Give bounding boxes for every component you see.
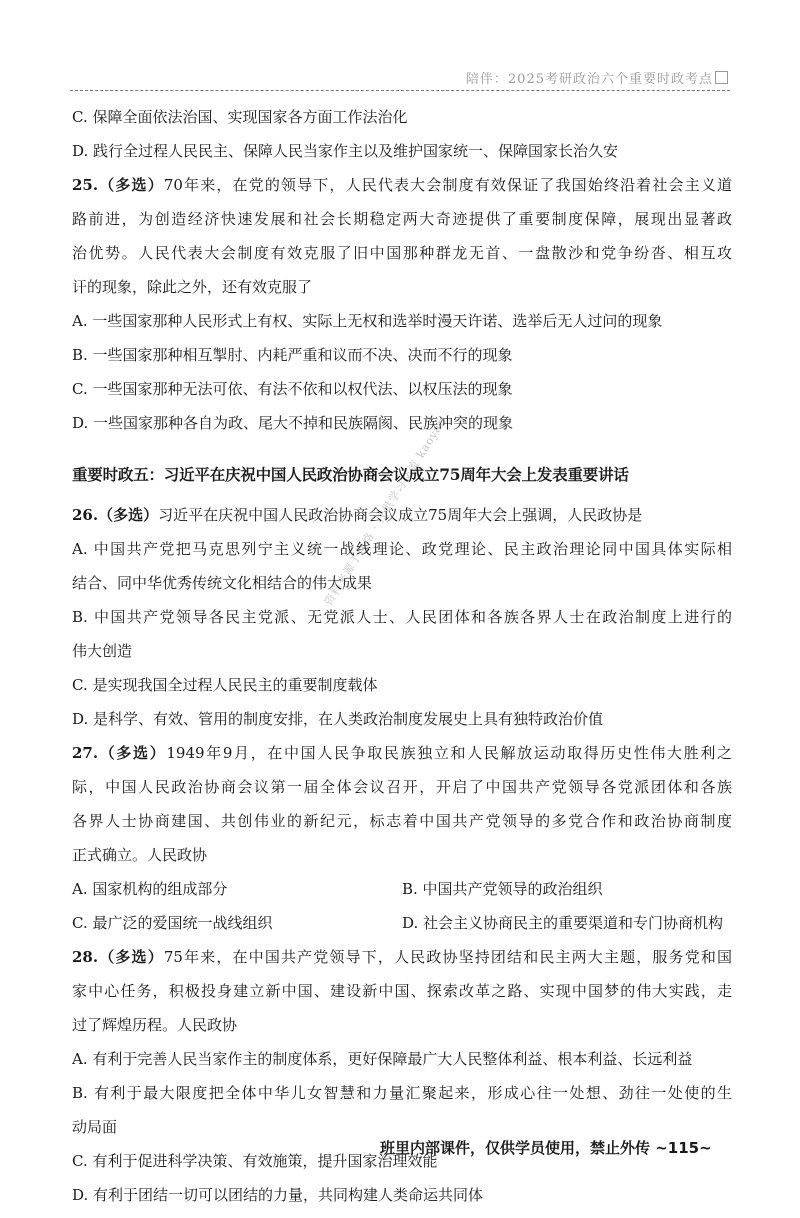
q27-options-row bbox=[72, 906, 732, 940]
q25-option-a: A. 一些国家那种人民形式上有权、实际上无权和选举时漫天许诺、选举后无人过问的现象 bbox=[72, 312, 663, 330]
page-header bbox=[70, 68, 730, 91]
q26-option-a: A. 中国共产党把马克思列宁主义统一战线理论、政党理论、民主政治理论同中国具体实际相 bbox=[72, 540, 732, 558]
watermark: 资料来源于网络 · 仅供学习交流 kaoyan bbox=[321, 414, 450, 608]
q24-option-d: D. 践行全过程人民民主、保障人民当家作主以及维护国家统一、保障国家长治久安 bbox=[72, 142, 619, 160]
q25-stem-line: 治优势。人民代表大会制度有效克服了旧中国那种群龙无首、一盘散沙和党争纷沓、相互攻 bbox=[72, 244, 732, 262]
q26-option-c: C. 是实现我国全过程人民民主的重要制度载体 bbox=[72, 676, 378, 694]
q28-option-b-cont: 动局面 bbox=[72, 1118, 118, 1136]
q27-stem-line: 际，中国人民政治协商会议第一届全体会议召开，开启了中国共产党领导各党派团体和各族 bbox=[72, 778, 732, 796]
page-footer: 班里内部课件，仅供学员使用，禁止外传 ~115~ bbox=[380, 1139, 712, 1157]
q25-stem-line: 路前进，为创造经济快速发展和社会长期稳定两大奇迹提供了重要制度保障，展现出显著政 bbox=[72, 210, 732, 228]
q26-option-a-cont: 结合、同中华优秀传统文化相结合的伟大成果 bbox=[72, 574, 373, 592]
q27-option-a: A. 国家机构的组成部分 bbox=[72, 880, 228, 898]
q27-option-d: D. 社会主义协商民主的重要渠道和专门协商机构 bbox=[402, 914, 724, 932]
q25-number: 25.（多选） bbox=[72, 176, 164, 194]
q27-option-b: B. 中国共产党领导的政治组织 bbox=[402, 880, 603, 898]
q26-number: 26.（多选） bbox=[72, 506, 159, 524]
q28-option-c: C. 有利于促进科学决策、有效施策，提升国家治理效能 bbox=[72, 1152, 438, 1170]
question-28 bbox=[72, 940, 732, 1212]
q28-option-d: D. 有利于团结一切可以团结的力量，共同构建人类命运共同体 bbox=[72, 1186, 484, 1204]
q28-stem-line: 28.（多选）75年来，在中国共产党领导下，人民政协坚持团结和民主两大主题，服务党和国 bbox=[72, 948, 732, 966]
section-title: 重要时政五：习近平在庆祝中国人民政治协商会议成立75周年大会上发表重要讲话 bbox=[72, 465, 629, 484]
q28-option-b: B. 有利于最大限度把全体中华儿女智慧和力量汇聚起来，形成心往一处想、劲往一处使的生 bbox=[72, 1084, 732, 1102]
q25-option-c: C. 一些国家那种无法可依、有法不依和以权代法、以权压法的现象 bbox=[72, 380, 513, 398]
q27-stem-line: 各界人士协商建国、共创伟业的新纪元，标志着中国共产党领导的多党合作和政治协商制度 bbox=[72, 812, 732, 830]
q26-option-b-cont: 伟大创造 bbox=[72, 642, 133, 660]
q28-number: 28.（多选） bbox=[72, 948, 164, 966]
q25-option-d: D. 一些国家那种各自为政、尾大不掉和民族隔阂、民族冲突的现象 bbox=[72, 414, 514, 432]
q28-stem-line: 家中心任务，积极投身建立新中国、建设新中国、探索改革之路、实现中国梦的伟大实践，走 bbox=[72, 982, 732, 1000]
book-icon bbox=[715, 71, 728, 84]
header-title: 陪伴：2025考研政治六个重要时政考点 bbox=[466, 68, 728, 87]
q25-option-b: B. 一些国家那种相互掣肘、内耗严重和议而不决、决而不行的现象 bbox=[72, 346, 513, 364]
page-content bbox=[72, 100, 732, 1212]
q27-stem-line: 正式确立。人民政协 bbox=[72, 846, 208, 864]
q28-stem-line: 过了辉煌历程。人民政协 bbox=[72, 1016, 238, 1034]
q27-stem-line: 27.（多选）1949年9月，在中国人民争取民族独立和人民解放运动取得历史性伟大胜利之 bbox=[72, 744, 732, 762]
q24-option-c: C. 保障全面依法治国、实现国家各方面工作法治化 bbox=[72, 108, 408, 126]
question-27 bbox=[72, 736, 732, 940]
q27-option-c: C. 最广泛的爱国统一战线组织 bbox=[72, 914, 273, 932]
question-26 bbox=[72, 498, 732, 736]
q28-option-a: A. 有利于完善人民当家作主的制度体系，更好保障最广大人民整体利益、根本利益、长远利益 bbox=[72, 1050, 693, 1068]
q27-options-row bbox=[72, 872, 732, 906]
q25-stem-line: 讦的现象，除此之外，还有效克服了 bbox=[72, 278, 313, 296]
q27-number: 27.（多选） bbox=[72, 744, 167, 762]
q26-option-b: B. 中国共产党领导各民主党派、无党派人士、人民团体和各族各界人士在政治制度上进行的 bbox=[72, 608, 732, 626]
q25-stem-line: 25.（多选）70年来，在党的领导下，人民代表大会制度有效保证了我国始终沿着社会主义道 bbox=[72, 176, 732, 194]
question-25 bbox=[72, 168, 732, 440]
q26-stem: 26.（多选）习近平在庆祝中国人民政治协商会议成立75周年大会上强调，人民政协是 bbox=[72, 506, 643, 524]
q26-option-d: D. 是科学、有效、管用的制度安排，在人类政治制度发展史上具有独特政治价值 bbox=[72, 710, 604, 728]
